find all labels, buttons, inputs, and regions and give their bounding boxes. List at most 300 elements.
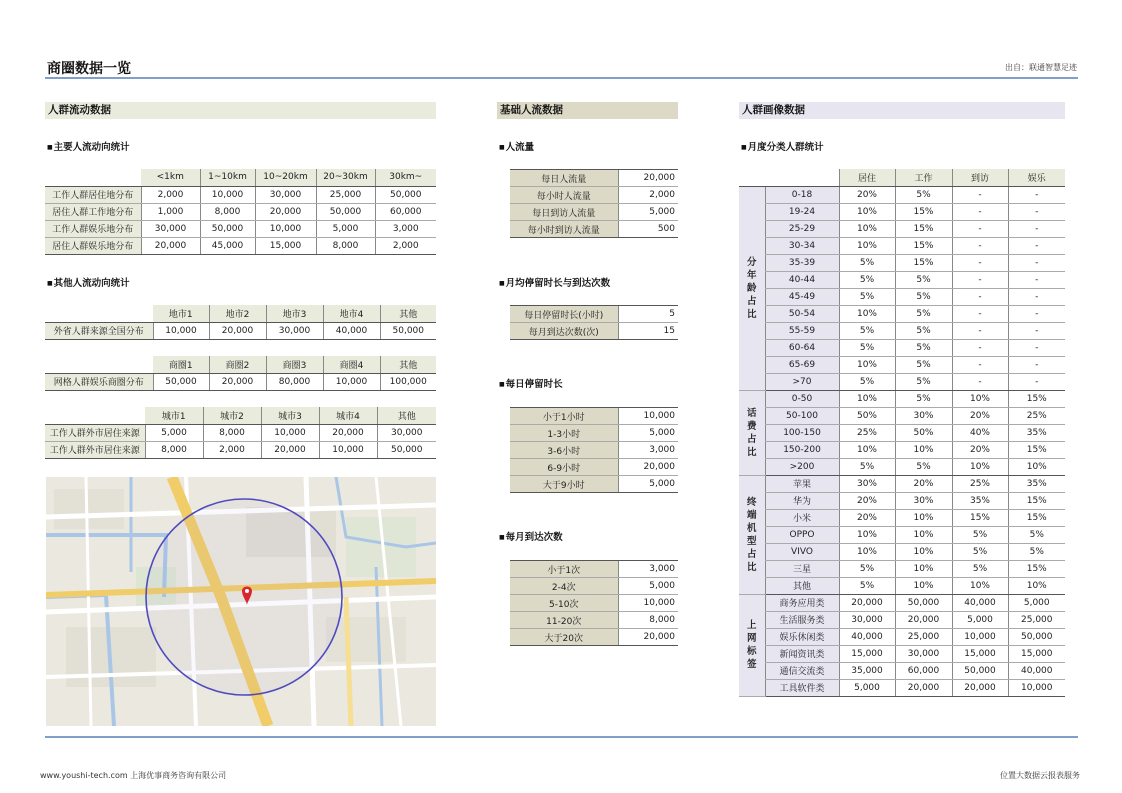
row-label: 工具软件类 — [765, 679, 839, 696]
cell-value: 20,000 — [895, 611, 952, 628]
column-header: 其他 — [380, 305, 436, 322]
cell-value: 5% — [895, 288, 952, 305]
column-header: 工作 — [895, 169, 952, 186]
cell-value: 5,000 — [839, 679, 895, 696]
column-header: 城市4 — [319, 407, 377, 424]
column-header: 10~20km — [255, 169, 316, 186]
cell-value: 30,000 — [839, 611, 895, 628]
cell-value: 5% — [839, 254, 895, 271]
cell-value: 5,000 — [145, 424, 203, 441]
cell-value: 50% — [895, 424, 952, 441]
cell-value: 40,000 — [952, 594, 1008, 611]
row-label: 三星 — [765, 560, 839, 577]
row-label: 居住人群娱乐地分布 — [45, 237, 141, 254]
cell-value: 5% — [839, 339, 895, 356]
cell-value: 10% — [895, 441, 952, 458]
row-label: 35-39 — [765, 254, 839, 271]
source-note: 出自：联通智慧足迹 — [1005, 63, 1077, 72]
cell-value: 40,000 — [1008, 662, 1065, 679]
cell-value: 5,000 — [618, 476, 678, 493]
cell-value: 5,000 — [618, 578, 678, 595]
table-row — [739, 322, 1065, 339]
column-header: 30km~ — [375, 169, 436, 186]
cell-value: 10% — [1008, 458, 1065, 475]
cell-value: 15% — [1008, 441, 1065, 458]
row-label: 苹果 — [765, 475, 839, 492]
cell-value: 20,000 — [255, 203, 316, 220]
row-label: 工作人群外市居住来源 — [45, 441, 145, 458]
cell-value: - — [1008, 271, 1065, 288]
city-source-table — [45, 407, 436, 459]
cell-value: 15,000 — [839, 645, 895, 662]
cell-value: 10% — [895, 526, 952, 543]
cell-value: - — [952, 203, 1008, 220]
cell-value: 5,000 — [952, 611, 1008, 628]
column-header: 地市2 — [209, 305, 266, 322]
row-label: 0-18 — [765, 186, 839, 203]
column-header: 其他 — [380, 356, 436, 373]
cell-value: 50,000 — [380, 322, 436, 339]
column-header: 地市4 — [323, 305, 380, 322]
cell-value: 35,000 — [839, 662, 895, 679]
cell-value: 15% — [1008, 492, 1065, 509]
table-row — [739, 577, 1065, 594]
column-header: 到访 — [952, 169, 1008, 186]
row-label: 2-4次 — [510, 578, 618, 595]
footer-service: 位置大数据云报表服务 — [1000, 771, 1080, 780]
table-row — [739, 424, 1065, 441]
row-label: 55-59 — [765, 322, 839, 339]
column-header: 商圈3 — [266, 356, 323, 373]
table-row — [510, 561, 678, 578]
province-source-table — [45, 305, 436, 340]
cell-value: 15% — [895, 237, 952, 254]
cell-value: 10,000 — [1008, 679, 1065, 696]
map-canvas — [46, 477, 436, 726]
cell-value: 10,000 — [618, 595, 678, 612]
table-row — [739, 373, 1065, 390]
table-row — [510, 459, 678, 476]
table-row — [739, 305, 1065, 322]
cell-value: 20,000 — [952, 679, 1008, 696]
cell-value: 10,000 — [952, 628, 1008, 645]
cell-value: - — [952, 186, 1008, 203]
monthly-visits-table — [510, 560, 678, 646]
row-label: 100-150 — [765, 424, 839, 441]
cell-value: - — [952, 271, 1008, 288]
cell-value: 500 — [618, 221, 678, 238]
cell-value: 10,000 — [323, 373, 380, 390]
cell-value: 10% — [952, 577, 1008, 594]
subtitle-monthly-visits: ■ 每月到达次数 — [499, 529, 563, 543]
cell-value: - — [1008, 288, 1065, 305]
category-label: 分年龄占比 — [739, 186, 765, 390]
row-label: 其他 — [765, 577, 839, 594]
table-row — [45, 203, 436, 220]
cell-value: 50,000 — [377, 441, 436, 458]
row-label: 25-29 — [765, 220, 839, 237]
cell-value: 10% — [839, 305, 895, 322]
cell-value: 50,000 — [952, 662, 1008, 679]
row-label: 3-6小时 — [510, 442, 618, 459]
column-header: 商圈2 — [209, 356, 266, 373]
table-row — [739, 390, 1065, 407]
column-header: 地市1 — [153, 305, 209, 322]
column-header: 城市2 — [203, 407, 261, 424]
cell-value: 20,000 — [618, 459, 678, 476]
cell-value: 10% — [839, 390, 895, 407]
cell-value: 25,000 — [1008, 611, 1065, 628]
cell-value: 40,000 — [323, 322, 380, 339]
cell-value: 15 — [618, 323, 678, 340]
cell-value: 3,000 — [375, 220, 436, 237]
cell-value: 60,000 — [375, 203, 436, 220]
column-header: 城市3 — [261, 407, 319, 424]
cell-value: 10,000 — [261, 424, 319, 441]
cell-value: - — [1008, 322, 1065, 339]
cell-value: 10,000 — [153, 322, 209, 339]
cell-value: - — [952, 288, 1008, 305]
cell-value: 5,000 — [618, 204, 678, 221]
table-row — [739, 611, 1065, 628]
cell-value: 5% — [895, 356, 952, 373]
cell-value: 5% — [895, 186, 952, 203]
row-label: 网格人群娱乐商圈分布 — [45, 373, 153, 390]
table-row — [510, 170, 678, 187]
main-flow-table — [45, 169, 436, 255]
row-label: 11-20次 — [510, 612, 618, 629]
cell-value: 10% — [952, 390, 1008, 407]
row-label: 每日停留时长(小时) — [510, 306, 618, 323]
section-header-flow: 人群流动数据 — [45, 102, 436, 119]
column-header: 其他 — [377, 407, 436, 424]
table-row — [739, 339, 1065, 356]
cell-value: 15,000 — [1008, 645, 1065, 662]
cell-value: - — [1008, 339, 1065, 356]
cell-value: - — [952, 373, 1008, 390]
header-blank — [45, 305, 153, 322]
table-row — [739, 492, 1065, 509]
header-blank — [45, 407, 145, 424]
cell-value: 20% — [839, 509, 895, 526]
row-label: 华为 — [765, 492, 839, 509]
table-row — [739, 526, 1065, 543]
cell-value: - — [952, 305, 1008, 322]
table-row — [45, 237, 436, 254]
cell-value: 20,000 — [839, 594, 895, 611]
table-row — [739, 679, 1065, 696]
table-row — [739, 288, 1065, 305]
cell-value: 10% — [839, 237, 895, 254]
table-row — [45, 424, 436, 441]
cell-value: 15,000 — [952, 645, 1008, 662]
header-divider — [45, 77, 1078, 79]
column-header: 1~10km — [200, 169, 255, 186]
cell-value: 30,000 — [895, 645, 952, 662]
cell-value: 5% — [839, 458, 895, 475]
table-row — [739, 271, 1065, 288]
table-row — [45, 441, 436, 458]
cell-value: 5% — [839, 322, 895, 339]
table-row — [739, 220, 1065, 237]
cell-value: - — [952, 339, 1008, 356]
header-row — [45, 407, 436, 424]
subtitle-portrait: ■ 月度分类人群统计 — [741, 139, 824, 153]
cell-value: 5% — [952, 543, 1008, 560]
cell-value: 5,000 — [1008, 594, 1065, 611]
row-label: OPPO — [765, 526, 839, 543]
table-row — [739, 509, 1065, 526]
header-blank — [45, 169, 141, 186]
cell-value: 50,000 — [153, 373, 209, 390]
row-label: 0-50 — [765, 390, 839, 407]
column-header: 商圈4 — [323, 356, 380, 373]
category-label: 终端机型占比 — [739, 475, 765, 594]
cell-value: 30% — [839, 475, 895, 492]
cell-value: 20,000 — [141, 237, 200, 254]
cell-value: 10,000 — [319, 441, 377, 458]
cell-value: 2,000 — [141, 186, 200, 203]
cell-value: 5% — [839, 373, 895, 390]
row-label: 生活服务类 — [765, 611, 839, 628]
table-row — [45, 186, 436, 203]
column-header: 商圈1 — [153, 356, 209, 373]
category-label: 上网标签 — [739, 594, 765, 696]
cell-value: 50% — [839, 407, 895, 424]
table-row — [739, 254, 1065, 271]
row-label: 50-100 — [765, 407, 839, 424]
cell-value: 10% — [1008, 577, 1065, 594]
cell-value: 25,000 — [895, 628, 952, 645]
row-label: 娱乐休闲类 — [765, 628, 839, 645]
cell-value: 20% — [839, 492, 895, 509]
row-label: 小于1小时 — [510, 408, 618, 425]
table-row — [510, 612, 678, 629]
row-label: 65-69 — [765, 356, 839, 373]
cell-value: - — [952, 322, 1008, 339]
table-row — [45, 373, 436, 390]
table-row — [510, 204, 678, 221]
cell-value: 15% — [1008, 390, 1065, 407]
table-row — [510, 408, 678, 425]
row-label: VIVO — [765, 543, 839, 560]
table-row — [510, 442, 678, 459]
cell-value: 2,000 — [618, 187, 678, 204]
subtitle-other-flow: ■ 其他人流动向统计 — [47, 275, 130, 289]
section-header-basic: 基础人流数据 — [497, 102, 678, 119]
cell-value: 8,000 — [145, 441, 203, 458]
cell-value: - — [952, 254, 1008, 271]
subtitle-stay: ■ 月均停留时长与到达次数 — [499, 275, 610, 289]
row-label: 5-10次 — [510, 595, 618, 612]
table-row — [739, 543, 1065, 560]
cell-value: 5% — [895, 305, 952, 322]
page-title: 商圈数据一览 — [47, 61, 131, 77]
row-label: 大于9小时 — [510, 476, 618, 493]
table-row — [510, 476, 678, 493]
cell-value: 5,000 — [316, 220, 375, 237]
cell-value: 15,000 — [255, 237, 316, 254]
cell-value: 10% — [839, 356, 895, 373]
row-label: 每小时到访人流量 — [510, 221, 618, 238]
table-row — [739, 662, 1065, 679]
row-label: 30-34 — [765, 237, 839, 254]
cell-value: 20% — [895, 475, 952, 492]
column-header: 20~30km — [316, 169, 375, 186]
cell-value: 5% — [1008, 543, 1065, 560]
cell-value: 35% — [1008, 424, 1065, 441]
cell-value: 20,000 — [319, 424, 377, 441]
cell-value: 20% — [952, 407, 1008, 424]
cell-value: 10% — [895, 560, 952, 577]
cell-value: 30% — [895, 492, 952, 509]
footer-company: www.youshi-tech.com 上海优事商务咨询有限公司 — [40, 771, 227, 780]
cell-value: 30,000 — [266, 322, 323, 339]
column-header: 城市1 — [145, 407, 203, 424]
cell-value: 30,000 — [377, 424, 436, 441]
cell-value: 15% — [895, 203, 952, 220]
table-row — [739, 458, 1065, 475]
table-row — [510, 425, 678, 442]
row-label: 小于1次 — [510, 561, 618, 578]
row-label: 大于20次 — [510, 629, 618, 646]
cell-value: 80,000 — [266, 373, 323, 390]
cell-value: 60,000 — [895, 662, 952, 679]
cell-value: 10,000 — [200, 186, 255, 203]
cell-value: 15% — [1008, 560, 1065, 577]
row-label: 小米 — [765, 509, 839, 526]
table-row — [739, 628, 1065, 645]
column-header: 地市3 — [266, 305, 323, 322]
cell-value: - — [1008, 356, 1065, 373]
cell-value: 10% — [952, 458, 1008, 475]
cell-value: 5% — [895, 271, 952, 288]
cell-value: 8,000 — [618, 612, 678, 629]
cell-value: 5% — [895, 322, 952, 339]
cell-value: - — [952, 237, 1008, 254]
cell-value: - — [1008, 220, 1065, 237]
table-row — [45, 322, 436, 339]
stay-table — [510, 305, 678, 340]
cell-value: 5% — [839, 577, 895, 594]
cell-value: 10% — [839, 203, 895, 220]
table-row — [510, 595, 678, 612]
cell-value: 15% — [895, 220, 952, 237]
row-label: 60-64 — [765, 339, 839, 356]
cell-value: 10% — [895, 577, 952, 594]
cell-value: 5% — [839, 271, 895, 288]
cell-value: 15% — [895, 254, 952, 271]
cell-value: 50,000 — [316, 203, 375, 220]
footer-divider — [45, 736, 1078, 738]
cell-value: 10% — [839, 526, 895, 543]
header-row — [45, 356, 436, 373]
table-row — [510, 187, 678, 204]
column-header: 居住 — [839, 169, 895, 186]
row-label: 商务应用类 — [765, 594, 839, 611]
row-label: >200 — [765, 458, 839, 475]
cell-value: 25% — [839, 424, 895, 441]
cell-value: 8,000 — [200, 203, 255, 220]
table-row — [739, 356, 1065, 373]
cell-value: 8,000 — [316, 237, 375, 254]
table-row — [510, 221, 678, 238]
cell-value: 5% — [895, 390, 952, 407]
row-label: 150-200 — [765, 441, 839, 458]
header-blank — [765, 169, 839, 186]
cell-value: 5% — [839, 560, 895, 577]
row-label: 外省人群来源全国分布 — [45, 322, 153, 339]
cell-value: 10% — [839, 220, 895, 237]
header-blank — [45, 356, 153, 373]
district-entertainment-table — [45, 356, 436, 391]
table-row — [510, 629, 678, 646]
row-label: 每日人流量 — [510, 170, 618, 187]
cell-value: - — [1008, 237, 1065, 254]
cell-value: 35% — [1008, 475, 1065, 492]
cell-value: 10% — [839, 543, 895, 560]
subtitle-daily-stay: ■ 每日停留时长 — [499, 376, 563, 390]
row-label: 工作人群居住地分布 — [45, 186, 141, 203]
subtitle-main-flow: ■ 主要人流动向统计 — [47, 139, 130, 153]
trade-area-map[interactable] — [46, 477, 436, 726]
table-row — [739, 475, 1065, 492]
column-header: <1km — [141, 169, 200, 186]
table-row — [45, 220, 436, 237]
table-row — [739, 237, 1065, 254]
cell-value: - — [1008, 305, 1065, 322]
cell-value: 2,000 — [375, 237, 436, 254]
cell-value: 8,000 — [203, 424, 261, 441]
row-label: 居住人群工作地分布 — [45, 203, 141, 220]
column-header: 娱乐 — [1008, 169, 1065, 186]
cell-value: 20,000 — [618, 170, 678, 187]
cell-value: 20,000 — [895, 679, 952, 696]
cell-value: 3,000 — [618, 561, 678, 578]
cell-value: 10% — [839, 441, 895, 458]
cell-value: 100,000 — [380, 373, 436, 390]
cell-value: 50,000 — [1008, 628, 1065, 645]
table-row — [510, 323, 678, 340]
cell-value: 2,000 — [203, 441, 261, 458]
cell-value: 20,000 — [209, 373, 266, 390]
table-row — [739, 594, 1065, 611]
cell-value: 35% — [952, 492, 1008, 509]
row-label: 45-49 — [765, 288, 839, 305]
cell-value: 25% — [952, 475, 1008, 492]
cell-value: 5% — [895, 373, 952, 390]
cell-value: - — [1008, 254, 1065, 271]
row-label: 19-24 — [765, 203, 839, 220]
cell-value: 5% — [895, 458, 952, 475]
header-row — [739, 169, 1065, 186]
table-row — [739, 186, 1065, 203]
cell-value: 50,000 — [375, 186, 436, 203]
cell-value: 5 — [618, 306, 678, 323]
row-label: 6-9小时 — [510, 459, 618, 476]
cell-value: - — [1008, 373, 1065, 390]
row-label: 1-3小时 — [510, 425, 618, 442]
cell-value: 30% — [895, 407, 952, 424]
table-row — [739, 407, 1065, 424]
volume-table — [510, 169, 678, 238]
cell-value: 10% — [895, 509, 952, 526]
row-label: 每小时人流量 — [510, 187, 618, 204]
row-label: 工作人群外市居住来源 — [45, 424, 145, 441]
row-label: 每日到访人流量 — [510, 204, 618, 221]
row-label: 50-54 — [765, 305, 839, 322]
cell-value: - — [1008, 186, 1065, 203]
